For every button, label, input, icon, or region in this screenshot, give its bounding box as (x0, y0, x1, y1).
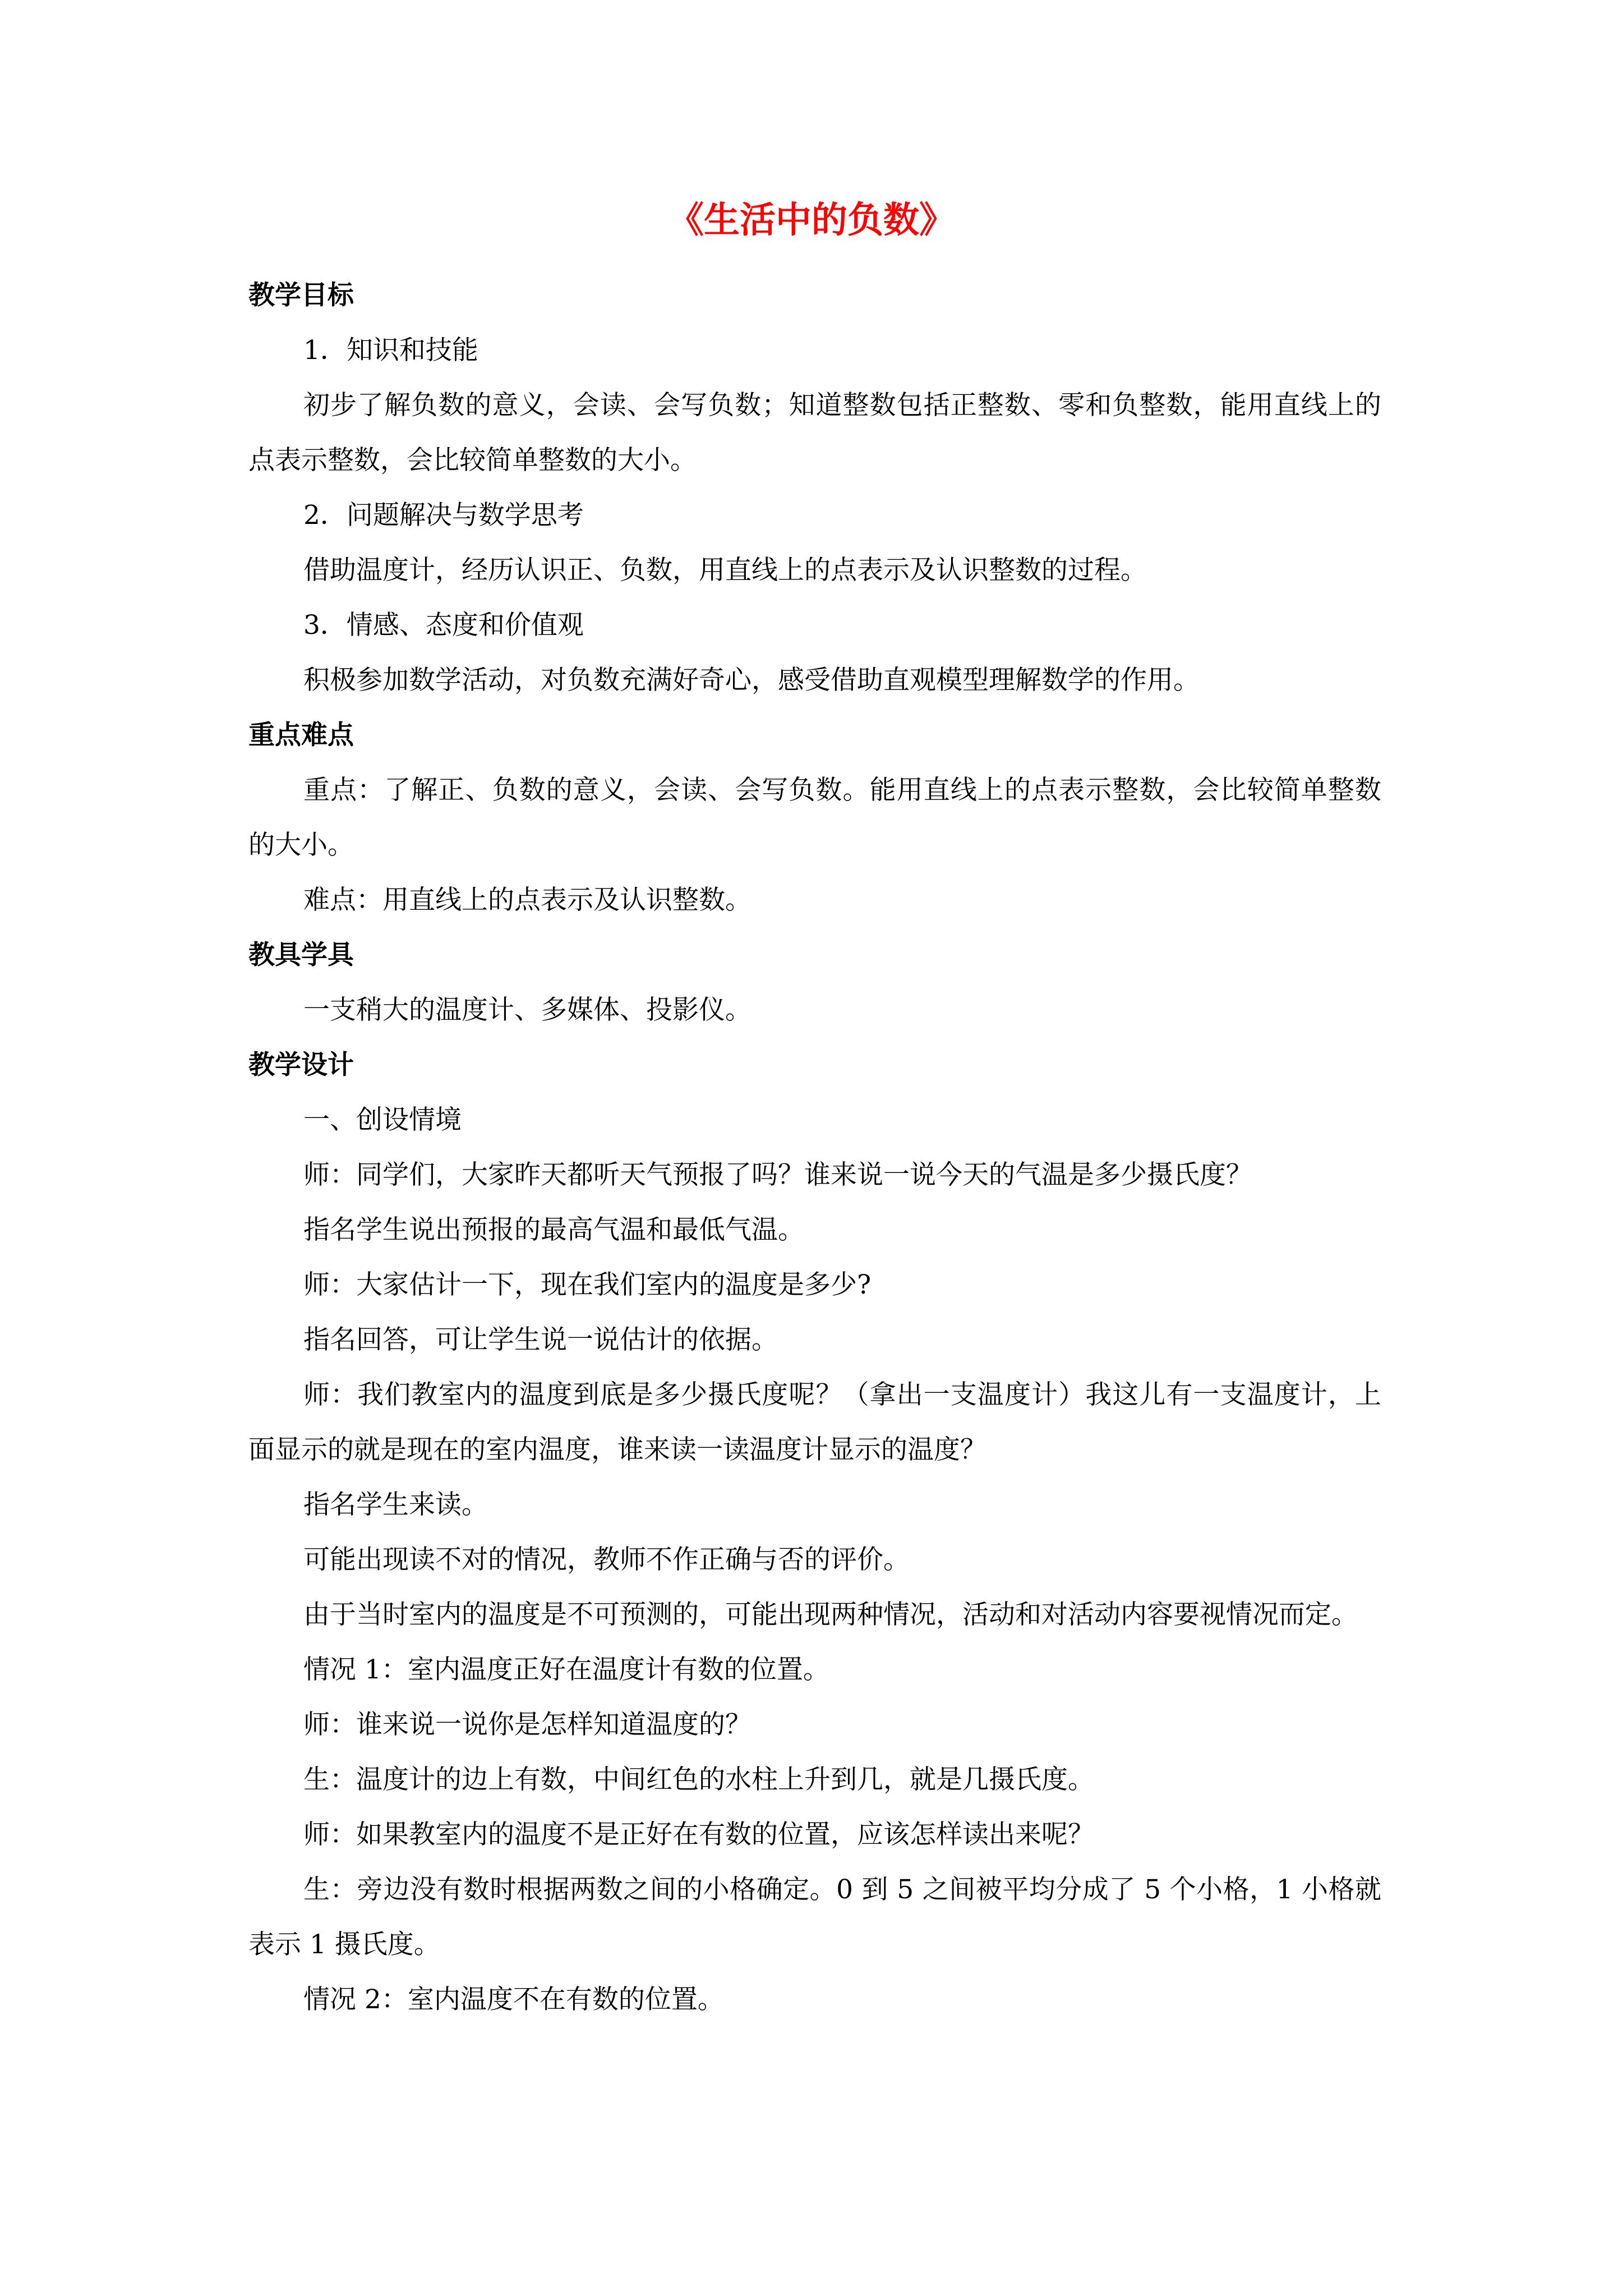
paragraph: 师：大家估计一下，现在我们室内的温度是多少? (303, 1269, 872, 1300)
paragraph: 3．情感、态度和价值观 (303, 610, 584, 641)
section-heading: 重点难点 (248, 720, 354, 751)
section-heading: 教学目标 (248, 280, 354, 311)
paragraph: 初步了解负数的意义，会读、会写负数；知道整数包括正整数、零和负整数，能用直线上的点表示整数，会比较简单整数的大小。 (248, 390, 1381, 476)
document-title: 《生活中的负数》 (668, 199, 955, 241)
paragraph: 由于当时室内的温度是不可预测的，可能出现两种情况，活动和对活动内容要视情况而定。 (303, 1599, 1358, 1630)
section-teaching-goals (248, 268, 1381, 708)
paragraph: 情况 2：室内温度不在有数的位置。 (303, 1984, 724, 2015)
paragraph: 情况 1：室内温度正好在温度计有数的位置。 (303, 1654, 829, 1685)
section-heading: 教具学具 (248, 940, 354, 970)
paragraph: 指名回答，可让学生说一说估计的依据。 (303, 1324, 778, 1355)
document-body (248, 268, 1381, 2027)
paragraph: 师：如果教室内的温度不是正好在有数的位置，应该怎样读出来呢？ (303, 1819, 1094, 1850)
paragraph: 师：谁来说一说你是怎样知道温度的？ (303, 1709, 751, 1740)
paragraph: 一、创设情境 (303, 1105, 462, 1135)
section-teaching-aids (248, 928, 1381, 1038)
paragraph: 生：温度计的边上有数，中间红色的水柱上升到几，就是几摄氏度。 (303, 1764, 1094, 1795)
paragraph: 积极参加数学活动，对负数充满好奇心，感受借助直观模型理解数学的作用。 (303, 665, 1200, 696)
paragraph: 指名学生来读。 (303, 1489, 488, 1520)
paragraph: 2．问题解决与数学思考 (303, 500, 584, 531)
paragraph: 借助温度计，经历认识正、负数，用直线上的点表示及认识整数的过程。 (303, 555, 1147, 586)
paragraph: 重点：了解正、负数的意义，会读、会写负数。能用直线上的点表示整数，会比较简单整数的大小。 (248, 775, 1381, 861)
paragraph: 指名学生说出预报的最高气温和最低气温。 (303, 1214, 804, 1245)
paragraph: 师：同学们，大家昨天都听天气预报了吗？谁来说一说今天的气温是多少摄氏度？ (303, 1159, 1252, 1190)
section-heading: 教学设计 (248, 1050, 354, 1080)
paragraph: 可能出现读不对的情况，教师不作正确与否的评价。 (303, 1544, 910, 1575)
section-key-points (248, 708, 1381, 928)
section-teaching-design (248, 1038, 1381, 2027)
paragraph: 难点：用直线上的点表示及认识整数。 (303, 885, 751, 915)
paragraph: 师：我们教室内的温度到底是多少摄氏度呢？（拿出一支温度计）我这儿有一支温度计，上面显示的就是现在的室内温度，谁来读一读温度计显示的温度？ (248, 1379, 1381, 1465)
paragraph: 生：旁边没有数时根据两数之间的小格确定。0 到 5 之间被平均分成了 5 个小格，1 小格就表示 1 摄氏度。 (248, 1874, 1381, 1960)
paragraph: 1．知识和技能 (303, 335, 478, 366)
paragraph: 一支稍大的温度计、多媒体、投影仪。 (303, 995, 751, 1025)
